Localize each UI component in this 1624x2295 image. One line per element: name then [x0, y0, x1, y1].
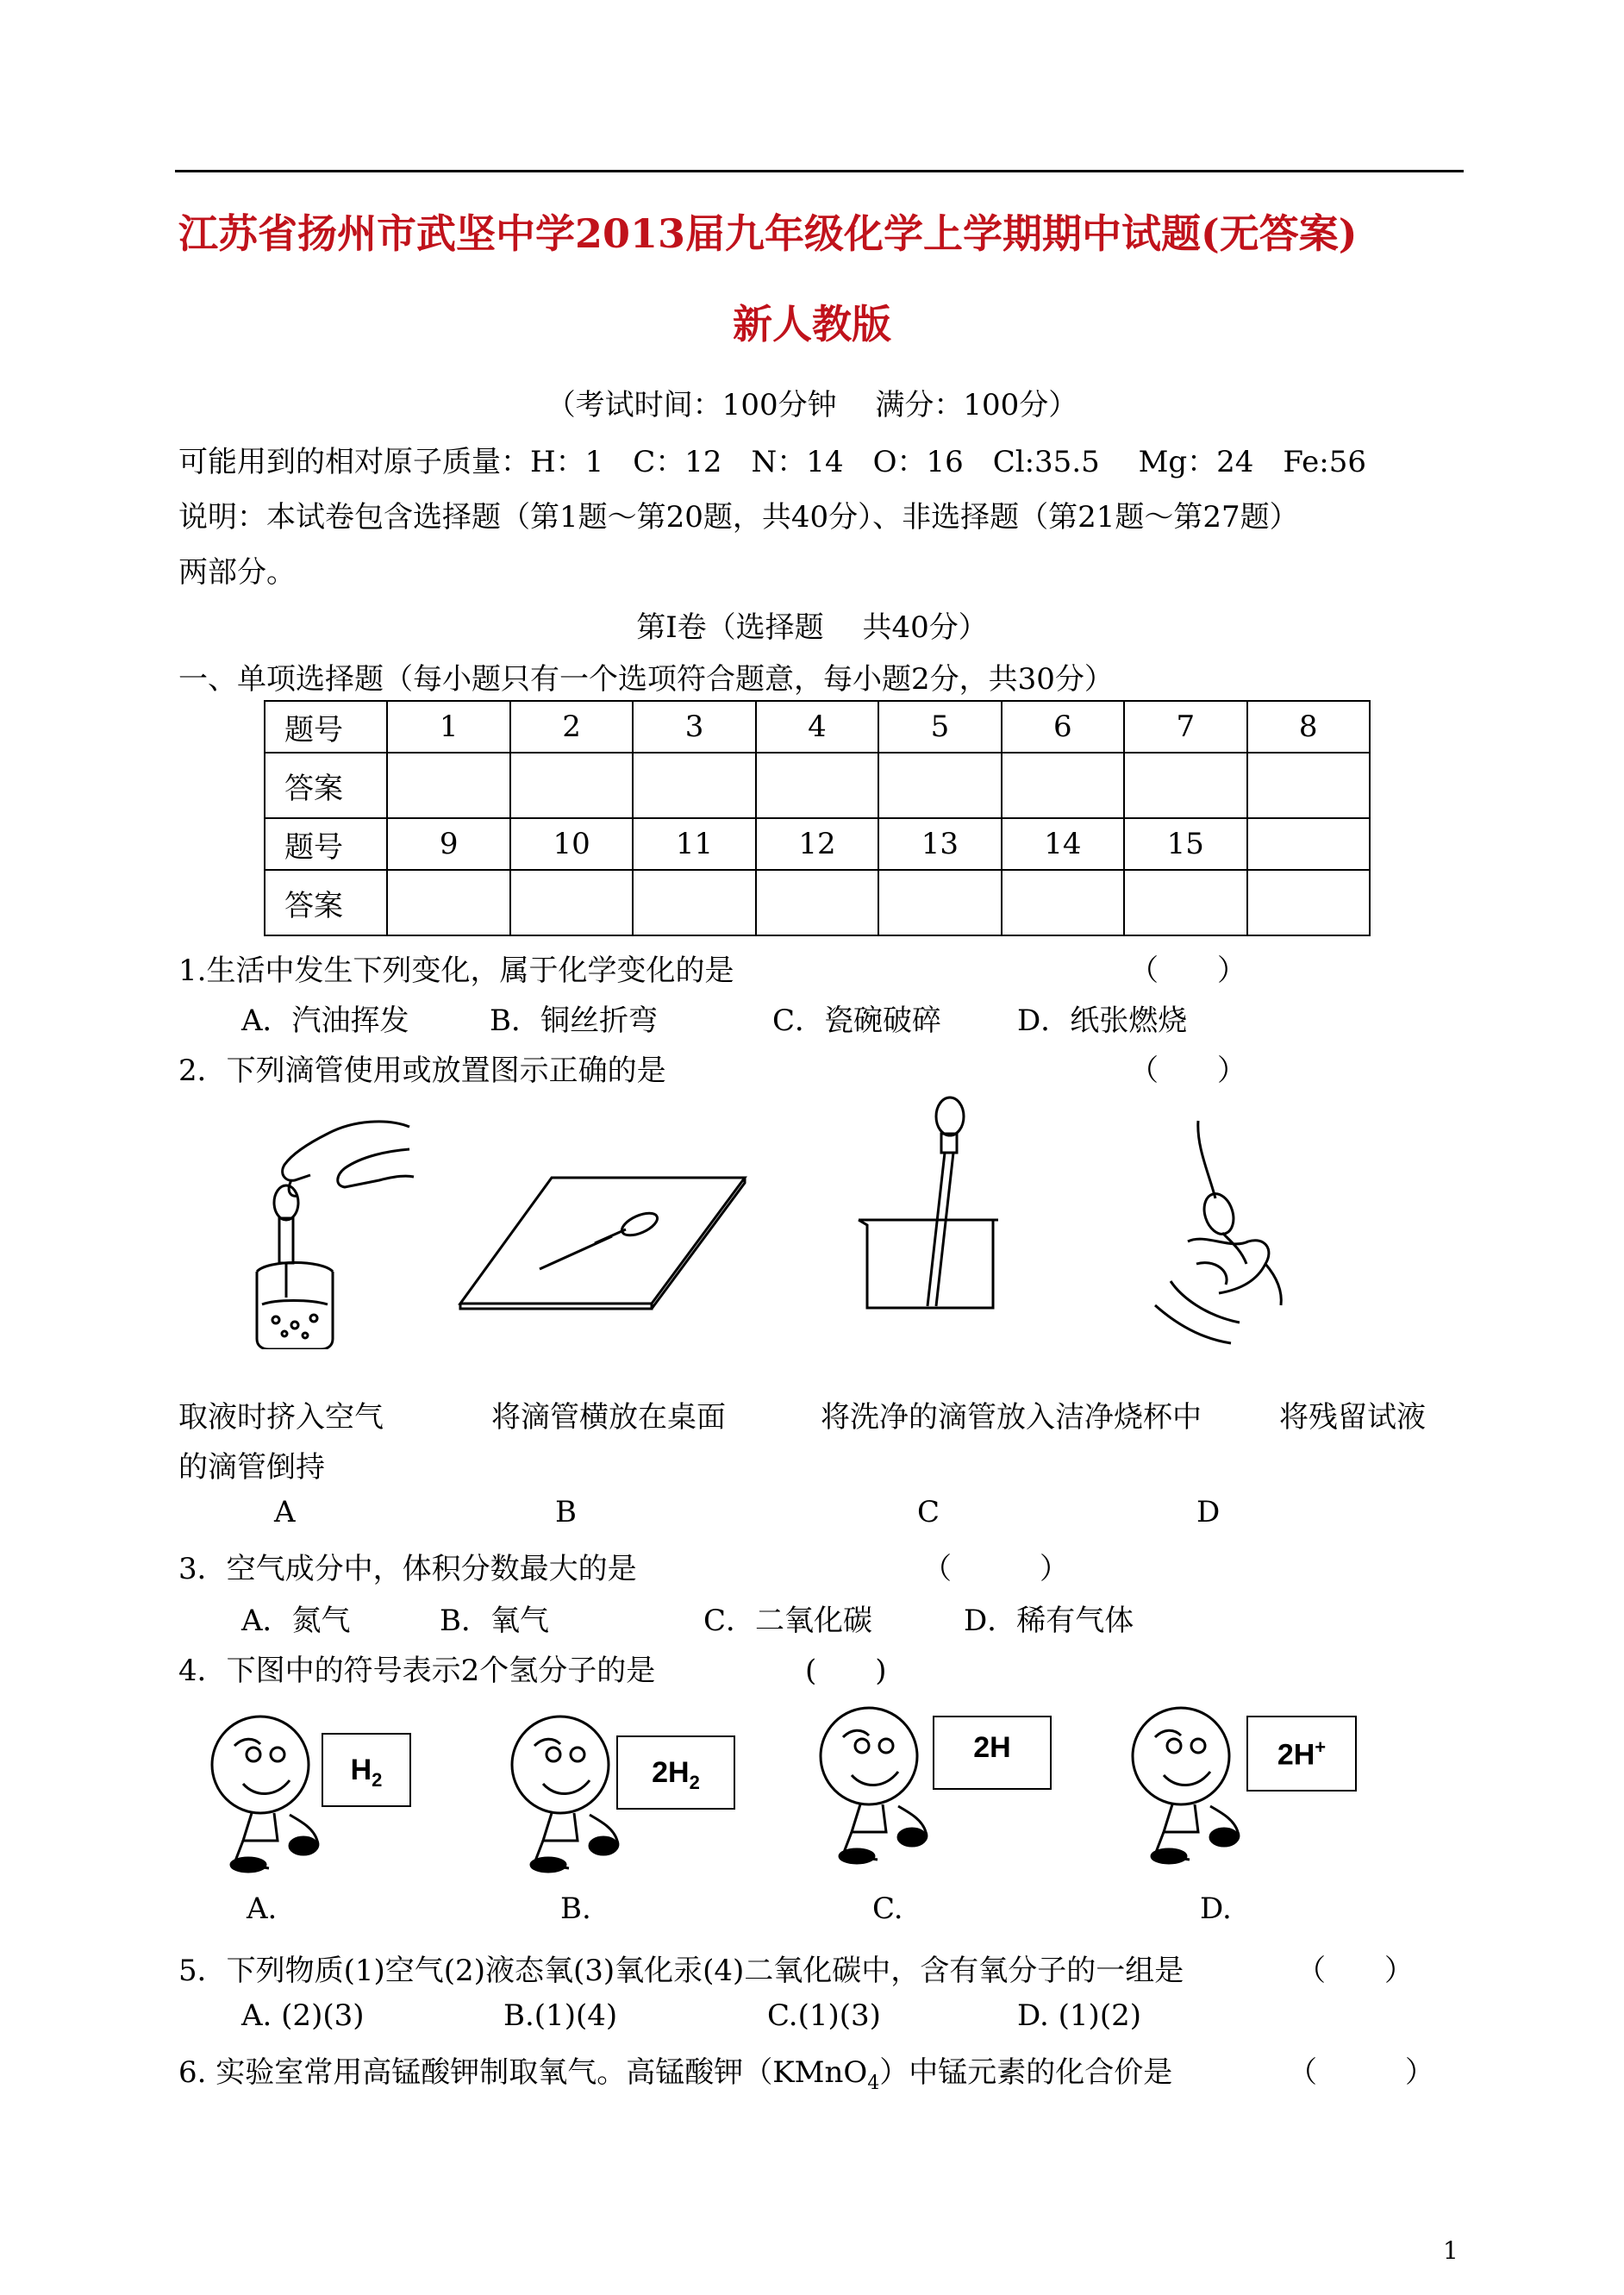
sign-d-base: 2H — [1277, 1738, 1315, 1772]
table-row — [265, 701, 1370, 753]
instructions-line-2: 两部分。 — [178, 555, 296, 590]
sign-d-sup: + — [1315, 1736, 1327, 1758]
q1-answer-bracket[interactable]: （ ） — [1129, 954, 1246, 988]
q5-answer-bracket[interactable]: （ ） — [1296, 1954, 1414, 1988]
q5-option-b[interactable]: B.(1)(4) — [503, 1998, 618, 2033]
q2-caption-d: 将残留试液 — [1279, 1400, 1426, 1435]
q5-option-c[interactable]: C.(1)(3) — [767, 1998, 881, 2033]
answer-cell[interactable] — [510, 753, 633, 818]
q2-answer-bracket[interactable]: （ ） — [1129, 1054, 1246, 1088]
q6-answer-bracket[interactable]: （ ） — [1288, 2055, 1434, 2090]
page-number: 1 — [1443, 2236, 1458, 2265]
dropper-figure-d — [1136, 1112, 1309, 1345]
question-number-cell: 4 — [756, 701, 878, 753]
formula-sign-d — [1246, 1716, 1357, 1792]
q2-letter-d[interactable]: D — [1196, 1495, 1221, 1529]
q3-answer-bracket[interactable]: （ ） — [922, 1552, 1069, 1586]
question-number-cell: 8 — [1247, 701, 1371, 753]
question-number-cell: 1 — [387, 701, 509, 753]
question-number-cell: 13 — [878, 818, 1001, 870]
q2-caption-b: 将滴管横放在桌面 — [491, 1400, 726, 1435]
answer-cell[interactable] — [1124, 870, 1246, 935]
dropper-figure-a — [250, 1108, 422, 1349]
instructions-line-1: 说明：本试卷包含选择题（第1题～第20题，共40分）、非选择题（第21题～第27题） — [178, 500, 1299, 535]
question-number-cell: 10 — [510, 818, 633, 870]
formula-sign-a — [322, 1733, 411, 1807]
q4-answer-bracket[interactable]: ( ) — [805, 1654, 887, 1688]
answer-table — [264, 700, 1371, 936]
table-row — [265, 818, 1370, 870]
question-number-cell: 11 — [633, 818, 755, 870]
answer-cell[interactable] — [387, 753, 509, 818]
q6-stem — [178, 2048, 1172, 2094]
question-number-cell: 3 — [633, 701, 755, 753]
q2-caption-a: 取液时挤入空气 — [178, 1400, 384, 1435]
question-number-cell: 5 — [878, 701, 1001, 753]
answer-cell[interactable] — [1002, 753, 1124, 818]
table-header-cell: 题号 — [265, 818, 387, 870]
sign-a-sub: 2 — [372, 1768, 383, 1791]
q3-option-b[interactable]: B．氧气 — [440, 1604, 549, 1638]
q4-letter-d[interactable]: D. — [1200, 1892, 1232, 1926]
answer-cell[interactable] — [1002, 870, 1124, 935]
sign-c-base: 2H — [973, 1731, 1011, 1764]
q6-stem-start: 6. 实验室常用高锰酸钾制取氧气。高锰酸钾（KMnO — [178, 2055, 868, 2090]
answer-cell[interactable] — [756, 753, 878, 818]
q4-letter-a[interactable]: A. — [247, 1892, 278, 1926]
part-heading: 一、单项选择题（每小题只有一个选项符合题意，每小题2分，共30分） — [178, 662, 1114, 697]
top-rule — [175, 170, 1464, 172]
formula-sign-b — [616, 1735, 735, 1810]
q1-option-c[interactable]: C．瓷碗破碎 — [772, 1004, 942, 1038]
q2-letter-b[interactable]: B — [555, 1495, 577, 1529]
cartoon-figure-d — [1121, 1703, 1267, 1867]
q3-stem: 3．空气成分中，体积分数最大的是 — [178, 1552, 637, 1586]
q6-stem-end: ）中锰元素的化合价是 — [879, 2055, 1173, 2090]
q2-caption-d-cont: 的滴管倒持 — [178, 1450, 325, 1485]
answer-cell[interactable] — [633, 753, 755, 818]
q5-option-a[interactable]: A. (2)(3) — [241, 1998, 365, 2033]
q4-letter-b[interactable]: B. — [560, 1892, 591, 1926]
q1-option-b[interactable]: B．铜丝折弯 — [490, 1004, 658, 1038]
answer-cell[interactable] — [510, 870, 633, 935]
answer-cell[interactable] — [387, 870, 509, 935]
section-title: 第Ⅰ卷（选择题 共40分） — [636, 610, 988, 645]
question-number-cell: 7 — [1124, 701, 1246, 753]
q4-letter-c[interactable]: C. — [872, 1892, 903, 1926]
question-number-cell: 2 — [510, 701, 633, 753]
answer-cell[interactable] — [1247, 870, 1371, 935]
q3-option-c[interactable]: C．二氧化碳 — [703, 1604, 873, 1638]
answer-label-cell: 答案 — [265, 753, 387, 818]
dropper-figure-b — [457, 1173, 750, 1310]
answer-cell[interactable] — [1124, 753, 1246, 818]
q3-option-a[interactable]: A．氮气 — [241, 1604, 351, 1638]
question-number-cell: 12 — [756, 818, 878, 870]
q1-option-d[interactable]: D．纸张燃烧 — [1017, 1004, 1188, 1038]
table-row — [265, 870, 1370, 935]
q5-option-d[interactable]: D. (1)(2) — [1017, 1998, 1141, 2033]
sign-b-sub: 2 — [689, 1771, 700, 1793]
dropper-figure-c — [855, 1091, 1010, 1315]
table-row — [265, 753, 1370, 818]
q2-caption-c: 将洗净的滴管放入洁净烧杯中 — [821, 1400, 1202, 1435]
question-number-cell — [1247, 818, 1371, 870]
q2-letter-a[interactable]: A — [274, 1495, 296, 1529]
answer-cell[interactable] — [633, 870, 755, 935]
sign-b-base: 2H — [652, 1756, 690, 1789]
q2-letter-c[interactable]: C — [917, 1495, 940, 1529]
question-number-cell: 9 — [387, 818, 509, 870]
title-line-2: 新人教版 — [733, 301, 891, 347]
q4-stem: 4．下图中的符号表示2个氢分子的是 — [178, 1654, 656, 1688]
question-number-cell: 14 — [1002, 818, 1124, 870]
answer-cell[interactable] — [756, 870, 878, 935]
answer-cell[interactable] — [878, 753, 1001, 818]
answer-cell[interactable] — [878, 870, 1001, 935]
atomic-masses: 可能用到的相对原子质量：H：1 C：12 N：14 O：16 Cl:35.5 Mg：24 Fe:56 — [178, 445, 1366, 479]
q1-option-a[interactable]: A．汽油挥发 — [241, 1004, 409, 1038]
title-line-1: 江苏省扬州市武坚中学2013届九年级化学上学期期中试题(无答案) — [178, 210, 1358, 257]
q1-stem: 1.生活中发生下列变化，属于化学变化的是 — [178, 954, 734, 988]
sign-a-base: H — [350, 1754, 372, 1786]
exam-info: （考试时间：100分钟 满分：100分） — [546, 388, 1078, 422]
q5-stem: 5．下列物质(1)空气(2)液态氧(3)氧化汞(4)二氧化碳中，含有氧分子的一组是 — [178, 1954, 1184, 1988]
q2-stem: 2．下列滴管使用或放置图示正确的是 — [178, 1054, 666, 1088]
question-number-cell: 15 — [1124, 818, 1246, 870]
q3-option-d[interactable]: D．稀有气体 — [964, 1604, 1134, 1638]
table-header-cell: 题号 — [265, 701, 387, 753]
q6-formula-subscript: 4 — [867, 2072, 880, 2094]
formula-sign-c — [933, 1716, 1052, 1790]
answer-label-cell: 答案 — [265, 870, 387, 935]
question-number-cell: 6 — [1002, 701, 1124, 753]
answer-cell[interactable] — [1247, 753, 1371, 818]
